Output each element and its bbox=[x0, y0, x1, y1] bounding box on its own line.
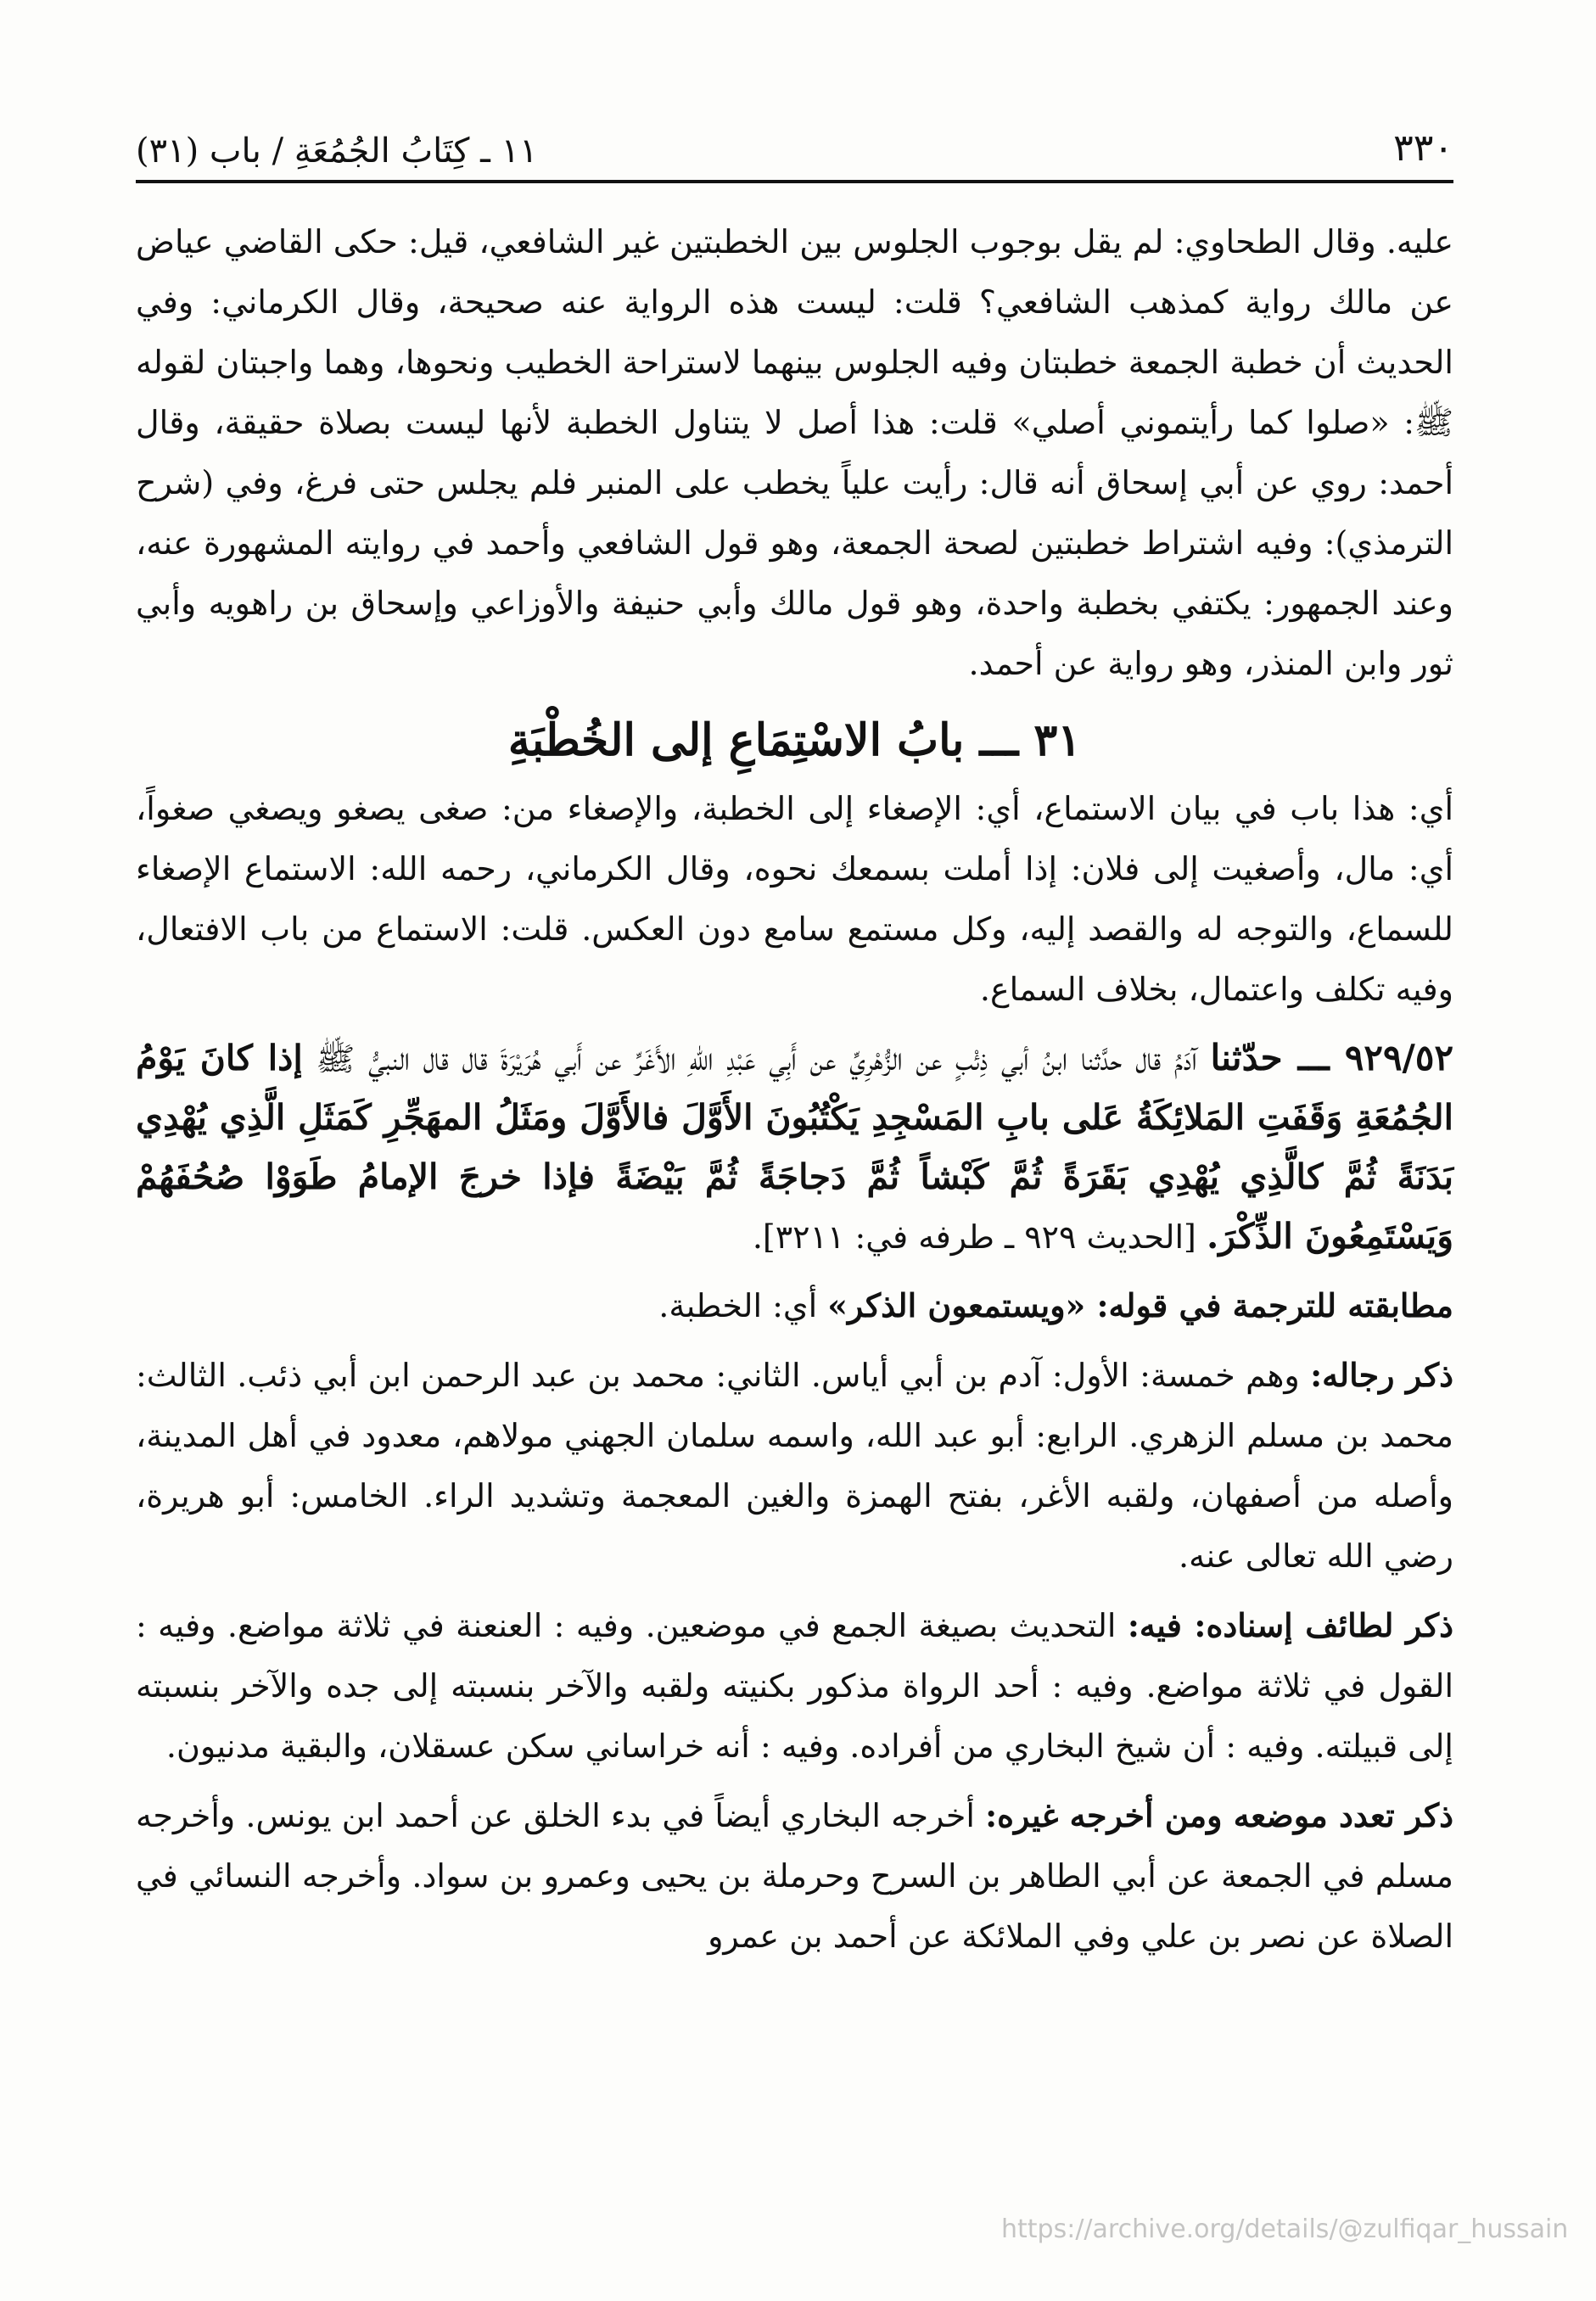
watermark-url: https://archive.org/details/@zulfiqar_hussain bbox=[1001, 2214, 1569, 2244]
paragraph-text: وهم خمسة: الأول: آدم بن أبي أياس. الثاني: محمد بن عبد الرحمن ابن أبي ذئب. الثالث: محمد بن مسلم الزهري. الرابع: أبو عبد الله، واسمه سلمان الجهني مولاهم، معدود في أهل المدينة، وأصله من أصفهان، ولقبه الأغر، بفتح الهمزة والغين المعجمة وتشديد الراء. الخامس: أبو هريرة، رضي الله تعالى عنه. bbox=[136, 1357, 1453, 1575]
hadith-reference: [الحديث ٩٢٩ ـ طرفه في: ٣٢١١]. bbox=[752, 1218, 1196, 1256]
paragraph-text: التحديث بصيغة الجمع في موضعين. وفيه : العنعنة في ثلاثة مواضع. وفيه : القول في ثلاثة مواضع. وفيه : أحد الرواة مذكور بكنيته ولقبه والآخر بنسبته إلى جده والآخر بنسبته إلى قبيلته. وفيه : أن شيخ البخاري من أفراده. وفيه : أنه خراساني سكن عسقلان، والبقية مدنيون. bbox=[136, 1607, 1453, 1765]
hadith-block bbox=[136, 1028, 1453, 1267]
correspondence-paragraph bbox=[136, 1275, 1453, 1336]
hadith-matn: إذا كانَ يَوْمُ الجُمُعَةِ وَقَفَتِ المَلائِكَةُ عَلى بابِ المَسْجِدِ يَكْتُبُونَ الأَوَّلَ فالأَوَّلَ ومَثَلُ المهَجِّرِ كَمَثَلِ الَّذِي يُهْدِي بَدَنَةً ثُمَّ كالَّذِي يُهْدِي بَقَرَةً ثُمَّ كَبْشاً ثُمَّ دَجاجَةً ثُمَّ بَيْضَةً فإذا خرجَ الإمامُ طَوَوْا صُحُفَهُمْ وَيَسْتَمِعُونَ الذِّكْرَ. bbox=[136, 1038, 1453, 1257]
paragraph-text: أي: الخطبة. bbox=[658, 1287, 828, 1324]
hadith-number: ٩٢٩/٥٢ ـــ حدّثنا bbox=[1210, 1037, 1454, 1078]
running-title: ١١ ـ كِتَابُ الجُمُعَةِ / باب (٣١) bbox=[136, 132, 538, 171]
paragraph-lead: ذكر لطائف إسناده: فيه: bbox=[1127, 1606, 1453, 1644]
paragraph-text: أخرجه البخاري أيضاً في بدء الخلق عن أحمد ابن يونس. وأخرجه مسلم في الجمعة عن أبي الطاهر بن السرح وحرملة بن يحيى وعمرو بن سواد. وأخرجه النسائي في الصلاة عن نصر بن علي وفي الملائكة عن أحمد بن عمرو bbox=[136, 1797, 1453, 1955]
paragraph-lead: مطابقته للترجمة في قوله: «ويستمعون الذكر» bbox=[827, 1286, 1453, 1324]
page-body bbox=[136, 212, 1453, 1967]
chapter-heading: ٣١ ـــ بابُ الاسْتِمَاعِ إلى الخُطْبَةِ bbox=[507, 714, 1082, 766]
isnad-subtleties-paragraph bbox=[136, 1595, 1453, 1777]
page-number: ٣٣٠ bbox=[1393, 126, 1453, 171]
running-header bbox=[136, 119, 1453, 183]
narrators-paragraph bbox=[136, 1345, 1453, 1587]
sources-paragraph bbox=[136, 1785, 1453, 1967]
chapter-explanation: أي: هذا باب في بيان الاستماع، أي: الإصغاء إلى الخطبة، والإصغاء من: صغى يصغو ويصغي صغواً، أي: مال، وأصغيت إلى فلان: إذا أملت بسمعك نحوه، وقال الكرماني، رحمه الله: الاستماع الإصغاء للسماع، والتوجه له والقصد إليه، وكل مستمع سامع دون العكس. قلت: الاستماع من باب الافتعال، وفيه تكلف واعتمال، بخلاف السماع. bbox=[136, 790, 1453, 1008]
paragraph-lead: ذكر تعدد موضعه ومن أخرجه غيره: bbox=[985, 1796, 1453, 1834]
paragraph-lead: ذكر رجاله: bbox=[1310, 1356, 1453, 1394]
hadith-isnad: آدَمُ قال حدَّثنا ابنُ أبي ذِئْبٍ عن الزُّهْرِيِّ عن أَبِي عَبْدِ اللهِ الأَغَرِّ عن أَبي هُرَيْرَةَ قال قال النبيُّ ﷺ bbox=[316, 1040, 1197, 1078]
commentary-paragraph: عليه. وقال الطحاوي: لم يقل بوجوب الجلوس بين الخطبتين غير الشافعي، قيل: حكى القاضي عياض عن مالك رواية كمذهب الشافعي؟ قلت: ليست هذه الرواية عنه صحيحة، وقال الكرماني: وفي الحديث أن خطبة الجمعة خطبتان وفيه الجلوس بينهما لاستراحة الخطيب ونحوها، وهما واجبتان لقوله ﷺ: «صلوا كما رأيتموني أصلي» قلت: هذا أصل لا يتناول الخطبة لأنها ليست بصلاة حقيقة، وقال أحمد: روي عن أبي إسحاق أنه قال: رأيت علياً يخطب على المنبر فلم يجلس حتى فرغ، وفي (شرح الترمذي): وفيه اشتراط خطبتين لصحة الجمعة، وهو قول الشافعي وأحمد في روايته المشهورة عنه، وعند الجمهور: يكتفي بخطبة واحدة، وهو قول مالك وأبي حنيفة والأوزاعي وإسحاق بن راهويه وأبي ثور وابن المنذر، وهو رواية عن أحمد. bbox=[136, 223, 1453, 682]
